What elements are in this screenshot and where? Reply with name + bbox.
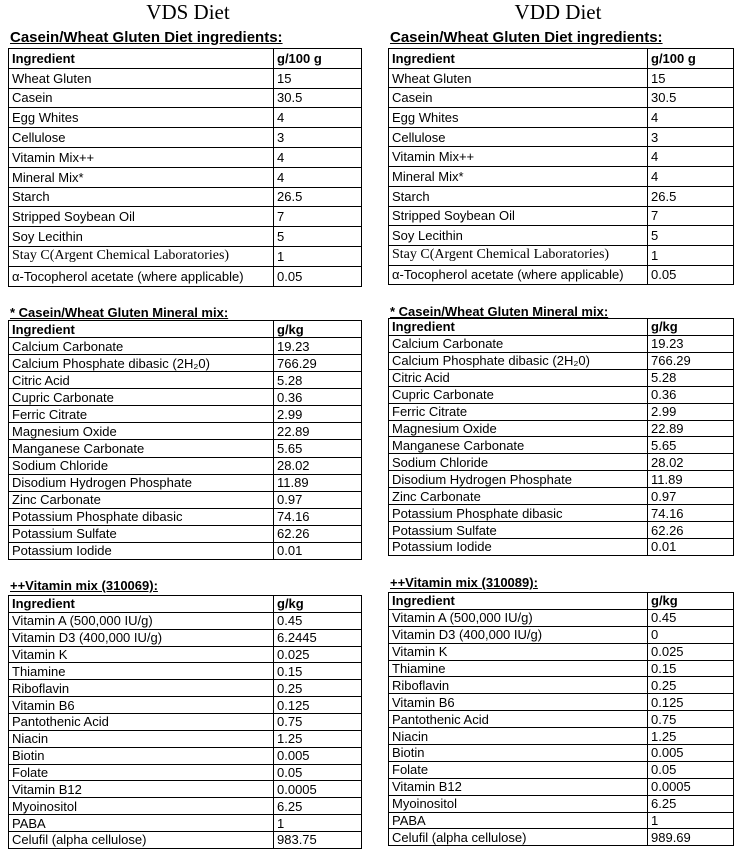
amount-cell: 22.89 — [274, 423, 362, 440]
table-row — [9, 815, 362, 832]
table-row — [9, 730, 362, 747]
table-row — [9, 338, 362, 355]
table-row — [9, 663, 362, 680]
ingredient-cell: Niacin — [9, 730, 274, 747]
table-header-row — [389, 319, 734, 336]
ingredient-cell: Calcium Phosphate dibasic (2H₂0) — [389, 352, 648, 369]
ingredient-cell: Sodium Chloride — [389, 454, 648, 471]
amount-cell: 11.89 — [648, 471, 734, 488]
table-row — [9, 508, 362, 525]
table-row — [9, 542, 362, 559]
table-row — [389, 677, 734, 694]
table-row — [9, 88, 362, 108]
vds-vitamin-mix-title: ++Vitamin mix (310069): — [10, 578, 158, 593]
amount-cell: 62.26 — [648, 522, 734, 539]
amount-cell: 5 — [648, 226, 734, 246]
ingredient-cell: Stay C(Argent Chemical Laboratories) — [9, 246, 274, 266]
ingredient-cell: Potassium Iodide — [389, 538, 648, 555]
table-row — [389, 403, 734, 420]
table-row — [389, 226, 734, 246]
ingredient-cell: Disodium Hydrogen Phosphate — [389, 471, 648, 488]
ingredient-cell: Starch — [9, 187, 274, 207]
table-row — [9, 167, 362, 187]
ingredient-cell: Casein — [389, 88, 648, 108]
table-row — [9, 714, 362, 731]
ingredient-cell: Vitamin K — [389, 643, 648, 660]
amount-cell: 0 — [648, 626, 734, 643]
vdd-mineral-mix-table — [388, 318, 734, 556]
amount-cell: 0.75 — [274, 714, 362, 731]
ingredient-cell: Cupric Carbonate — [9, 389, 274, 406]
amount-cell: 1 — [648, 812, 734, 829]
table-row — [389, 643, 734, 660]
table-row — [389, 420, 734, 437]
ingredient-cell: Vitamin Mix++ — [389, 147, 648, 167]
table-row — [389, 206, 734, 226]
amount-cell: 0.0005 — [648, 778, 734, 795]
ingredient-cell: Folate — [389, 761, 648, 778]
table-row — [9, 764, 362, 781]
ingredient-cell: Ingredient — [9, 321, 274, 338]
amount-cell: 30.5 — [274, 88, 362, 108]
ingredient-cell: Zinc Carbonate — [389, 488, 648, 505]
amount-cell: 2.99 — [648, 403, 734, 420]
ingredient-cell: Vitamin D3 (400,000 IU/g) — [9, 629, 274, 646]
table-row — [389, 68, 734, 88]
amount-cell: g/kg — [274, 596, 362, 613]
amount-cell: 0.125 — [648, 694, 734, 711]
table-row — [9, 406, 362, 423]
table-row — [9, 525, 362, 542]
amount-cell: 0.125 — [274, 697, 362, 714]
ingredient-cell: Mineral Mix* — [389, 167, 648, 187]
vdd-diet-title: VDD Diet — [514, 0, 602, 24]
amount-cell: 0.25 — [648, 677, 734, 694]
table-row — [389, 488, 734, 505]
ingredient-cell: Vitamin K — [9, 646, 274, 663]
table-row — [9, 147, 362, 167]
ingredient-cell: Ferric Citrate — [9, 406, 274, 423]
amount-cell: 4 — [274, 167, 362, 187]
table-row — [9, 187, 362, 207]
ingredient-cell: Ingredient — [389, 49, 648, 69]
amount-cell: 1 — [274, 246, 362, 266]
vds-diet-ingredients-table — [8, 48, 362, 287]
ingredient-cell: Vitamin D3 (400,000 IU/g) — [389, 626, 648, 643]
ingredient-cell: Citric Acid — [9, 372, 274, 389]
vds-diet-title: VDS Diet — [146, 0, 230, 24]
amount-cell: 26.5 — [648, 186, 734, 206]
ingredient-cell: Thiamine — [389, 660, 648, 677]
amount-cell: 19.23 — [274, 338, 362, 355]
ingredient-cell: Egg Whites — [389, 108, 648, 128]
table-row — [389, 795, 734, 812]
amount-cell: 2.99 — [274, 406, 362, 423]
ingredient-cell: Pantothenic Acid — [389, 711, 648, 728]
ingredient-cell: Stay C(Argent Chemical Laboratories) — [389, 245, 648, 265]
amount-cell: 1 — [274, 815, 362, 832]
table-row — [9, 372, 362, 389]
table-row — [389, 660, 734, 677]
table-row — [389, 778, 734, 795]
table-row — [9, 246, 362, 266]
table-row — [9, 128, 362, 148]
ingredient-cell: Folate — [9, 764, 274, 781]
amount-cell: 0.025 — [648, 643, 734, 660]
ingredient-cell: Potassium Sulfate — [389, 522, 648, 539]
table-row — [9, 68, 362, 88]
ingredient-cell: PABA — [389, 812, 648, 829]
ingredient-cell: Vitamin A (500,000 IU/g) — [9, 612, 274, 629]
table-row — [9, 646, 362, 663]
ingredient-cell: Ingredient — [9, 49, 274, 69]
amount-cell: 0.05 — [274, 764, 362, 781]
amount-cell: 0.36 — [274, 389, 362, 406]
table-row — [389, 829, 734, 846]
amount-cell: 0.25 — [274, 680, 362, 697]
ingredient-cell: Magnesium Oxide — [389, 420, 648, 437]
table-header-row — [9, 321, 362, 338]
amount-cell: 1.25 — [648, 728, 734, 745]
amount-cell: 5.65 — [648, 437, 734, 454]
amount-cell: 0.005 — [274, 747, 362, 764]
amount-cell: 30.5 — [648, 88, 734, 108]
ingredient-cell: Zinc Carbonate — [9, 491, 274, 508]
table-row — [389, 761, 734, 778]
amount-cell: 989.69 — [648, 829, 734, 846]
amount-cell: 0.0005 — [274, 781, 362, 798]
amount-cell: 1 — [648, 245, 734, 265]
table-row — [389, 609, 734, 626]
ingredient-cell: Celufil (alpha cellulose) — [389, 829, 648, 846]
ingredient-cell: Myoinositol — [389, 795, 648, 812]
ingredient-cell: Wheat Gluten — [9, 68, 274, 88]
table-row — [9, 266, 362, 286]
amount-cell: 0.01 — [648, 538, 734, 555]
ingredient-cell: Potassium Phosphate dibasic — [389, 505, 648, 522]
ingredient-cell: Stripped Soybean Oil — [9, 207, 274, 227]
amount-cell: 5.28 — [274, 372, 362, 389]
ingredient-cell: Ingredient — [389, 319, 648, 336]
table-header-row — [389, 49, 734, 69]
amount-cell: 28.02 — [648, 454, 734, 471]
ingredient-cell: Citric Acid — [389, 369, 648, 386]
ingredient-cell: Vitamin B6 — [9, 697, 274, 714]
ingredient-cell: Calcium Phosphate dibasic (2H₂0) — [9, 355, 274, 372]
ingredient-cell: Egg Whites — [9, 108, 274, 128]
table-row — [9, 423, 362, 440]
amount-cell: 0.45 — [274, 612, 362, 629]
ingredient-cell: Vitamin Mix++ — [9, 147, 274, 167]
ingredient-cell: Vitamin B6 — [389, 694, 648, 711]
amount-cell: 0.15 — [648, 660, 734, 677]
amount-cell: 983.75 — [274, 832, 362, 849]
ingredient-cell: Casein — [9, 88, 274, 108]
table-row — [389, 167, 734, 187]
amount-cell: 4 — [648, 167, 734, 187]
ingredient-cell: Potassium Iodide — [9, 542, 274, 559]
table-row — [389, 186, 734, 206]
table-row — [9, 474, 362, 491]
amount-cell: 74.16 — [274, 508, 362, 525]
table-row — [9, 491, 362, 508]
ingredient-cell: Myoinositol — [9, 798, 274, 815]
amount-cell: 766.29 — [274, 355, 362, 372]
ingredient-cell: Ingredient — [9, 596, 274, 613]
table-row — [9, 389, 362, 406]
table-row — [389, 505, 734, 522]
table-row — [389, 471, 734, 488]
amount-cell: 1.25 — [274, 730, 362, 747]
amount-cell: g/kg — [648, 319, 734, 336]
table-header-row — [9, 596, 362, 613]
ingredient-cell: Biotin — [9, 747, 274, 764]
ingredient-cell: Potassium Phosphate dibasic — [9, 508, 274, 525]
table-row — [389, 108, 734, 128]
vds-mineral-mix-table — [8, 320, 362, 560]
ingredient-cell: α-Tocopherol acetate (where applicable) — [389, 265, 648, 285]
ingredient-cell: Manganese Carbonate — [9, 440, 274, 457]
ingredient-cell: Pantothenic Acid — [9, 714, 274, 731]
vdd-diet-ingredients-table — [388, 48, 734, 285]
table-row — [9, 457, 362, 474]
ingredient-cell: Calcium Carbonate — [9, 338, 274, 355]
amount-cell: 0.01 — [274, 542, 362, 559]
ingredient-cell: α-Tocopherol acetate (where applicable) — [9, 266, 274, 286]
amount-cell: g/100 g — [274, 49, 362, 69]
table-row — [9, 227, 362, 247]
amount-cell: 22.89 — [648, 420, 734, 437]
amount-cell: g/100 g — [648, 49, 734, 69]
table-row — [9, 747, 362, 764]
table-row — [389, 245, 734, 265]
ingredient-cell: Cellulose — [9, 128, 274, 148]
table-row — [389, 522, 734, 539]
amount-cell: 0.75 — [648, 711, 734, 728]
amount-cell: 7 — [648, 206, 734, 226]
ingredient-cell: PABA — [9, 815, 274, 832]
amount-cell: g/kg — [274, 321, 362, 338]
ingredient-cell: Soy Lecithin — [9, 227, 274, 247]
table-row — [389, 88, 734, 108]
table-row — [9, 798, 362, 815]
ingredient-cell: Niacin — [389, 728, 648, 745]
ingredient-cell: Sodium Chloride — [9, 457, 274, 474]
table-row — [9, 680, 362, 697]
amount-cell: 0.45 — [648, 609, 734, 626]
ingredient-cell: Ingredient — [389, 593, 648, 610]
amount-cell: 19.23 — [648, 335, 734, 352]
amount-cell: 6.25 — [648, 795, 734, 812]
table-row — [9, 108, 362, 128]
ingredient-cell: Celufil (alpha cellulose) — [9, 832, 274, 849]
ingredient-cell: Cupric Carbonate — [389, 386, 648, 403]
table-row — [9, 629, 362, 646]
table-header-row — [9, 49, 362, 69]
table-row — [389, 745, 734, 762]
vdd-vitamin-mix-table — [388, 592, 734, 846]
amount-cell: 28.02 — [274, 457, 362, 474]
table-row — [389, 147, 734, 167]
amount-cell: 0.36 — [648, 386, 734, 403]
amount-cell: 766.29 — [648, 352, 734, 369]
table-row — [389, 812, 734, 829]
amount-cell: 3 — [274, 128, 362, 148]
ingredient-cell: Wheat Gluten — [389, 68, 648, 88]
amount-cell: 15 — [274, 68, 362, 88]
table-row — [389, 369, 734, 386]
ingredient-cell: Calcium Carbonate — [389, 335, 648, 352]
table-row — [9, 207, 362, 227]
amount-cell: g/kg — [648, 593, 734, 610]
amount-cell: 0.005 — [648, 745, 734, 762]
table-row — [389, 711, 734, 728]
ingredient-cell: Cellulose — [389, 127, 648, 147]
table-row — [389, 335, 734, 352]
amount-cell: 26.5 — [274, 187, 362, 207]
ingredient-cell: Ferric Citrate — [389, 403, 648, 420]
table-row — [9, 612, 362, 629]
amount-cell: 0.05 — [648, 265, 734, 285]
amount-cell: 0.97 — [648, 488, 734, 505]
amount-cell: 0.05 — [274, 266, 362, 286]
vdd-vitamin-mix-title: ++Vitamin mix (310089): — [390, 575, 538, 590]
table-header-row — [389, 593, 734, 610]
table-row — [9, 781, 362, 798]
table-row — [9, 697, 362, 714]
amount-cell: 0.025 — [274, 646, 362, 663]
amount-cell: 7 — [274, 207, 362, 227]
amount-cell: 6.2445 — [274, 629, 362, 646]
table-row — [389, 538, 734, 555]
ingredient-cell: Biotin — [389, 745, 648, 762]
table-row — [389, 265, 734, 285]
ingredient-cell: Vitamin A (500,000 IU/g) — [389, 609, 648, 626]
ingredient-cell: Potassium Sulfate — [9, 525, 274, 542]
amount-cell: 74.16 — [648, 505, 734, 522]
ingredient-cell: Magnesium Oxide — [9, 423, 274, 440]
amount-cell: 3 — [648, 127, 734, 147]
table-row — [389, 352, 734, 369]
amount-cell: 0.05 — [648, 761, 734, 778]
vdd-diet-ingredients-title: Casein/Wheat Gluten Diet ingredients: — [390, 29, 663, 46]
amount-cell: 4 — [274, 147, 362, 167]
table-row — [389, 386, 734, 403]
amount-cell: 62.26 — [274, 525, 362, 542]
ingredient-cell: Vitamin B12 — [9, 781, 274, 798]
amount-cell: 6.25 — [274, 798, 362, 815]
table-row — [9, 440, 362, 457]
vds-vitamin-mix-table — [8, 595, 362, 849]
amount-cell: 5 — [274, 227, 362, 247]
ingredient-cell: Manganese Carbonate — [389, 437, 648, 454]
table-row — [9, 355, 362, 372]
ingredient-cell: Thiamine — [9, 663, 274, 680]
amount-cell: 0.15 — [274, 663, 362, 680]
vds-diet-ingredients-title: Casein/Wheat Gluten Diet ingredients: — [10, 29, 283, 46]
amount-cell: 4 — [274, 108, 362, 128]
table-row — [389, 694, 734, 711]
ingredient-cell: Riboflavin — [9, 680, 274, 697]
table-row — [389, 626, 734, 643]
ingredient-cell: Mineral Mix* — [9, 167, 274, 187]
amount-cell: 11.89 — [274, 474, 362, 491]
amount-cell: 4 — [648, 147, 734, 167]
table-row — [9, 832, 362, 849]
amount-cell: 5.65 — [274, 440, 362, 457]
ingredient-cell: Riboflavin — [389, 677, 648, 694]
ingredient-cell: Vitamin B12 — [389, 778, 648, 795]
table-row — [389, 437, 734, 454]
ingredient-cell: Starch — [389, 186, 648, 206]
table-row — [389, 454, 734, 471]
amount-cell: 15 — [648, 68, 734, 88]
amount-cell: 4 — [648, 108, 734, 128]
vds-mineral-mix-title: * Casein/Wheat Gluten Mineral mix: — [10, 305, 229, 320]
ingredient-cell: Stripped Soybean Oil — [389, 206, 648, 226]
table-row — [389, 127, 734, 147]
ingredient-cell: Soy Lecithin — [389, 226, 648, 246]
ingredient-cell: Disodium Hydrogen Phosphate — [9, 474, 274, 491]
amount-cell: 5.28 — [648, 369, 734, 386]
amount-cell: 0.97 — [274, 491, 362, 508]
vdd-mineral-mix-title: * Casein/Wheat Gluten Mineral mix: — [390, 304, 609, 319]
table-row — [389, 728, 734, 745]
